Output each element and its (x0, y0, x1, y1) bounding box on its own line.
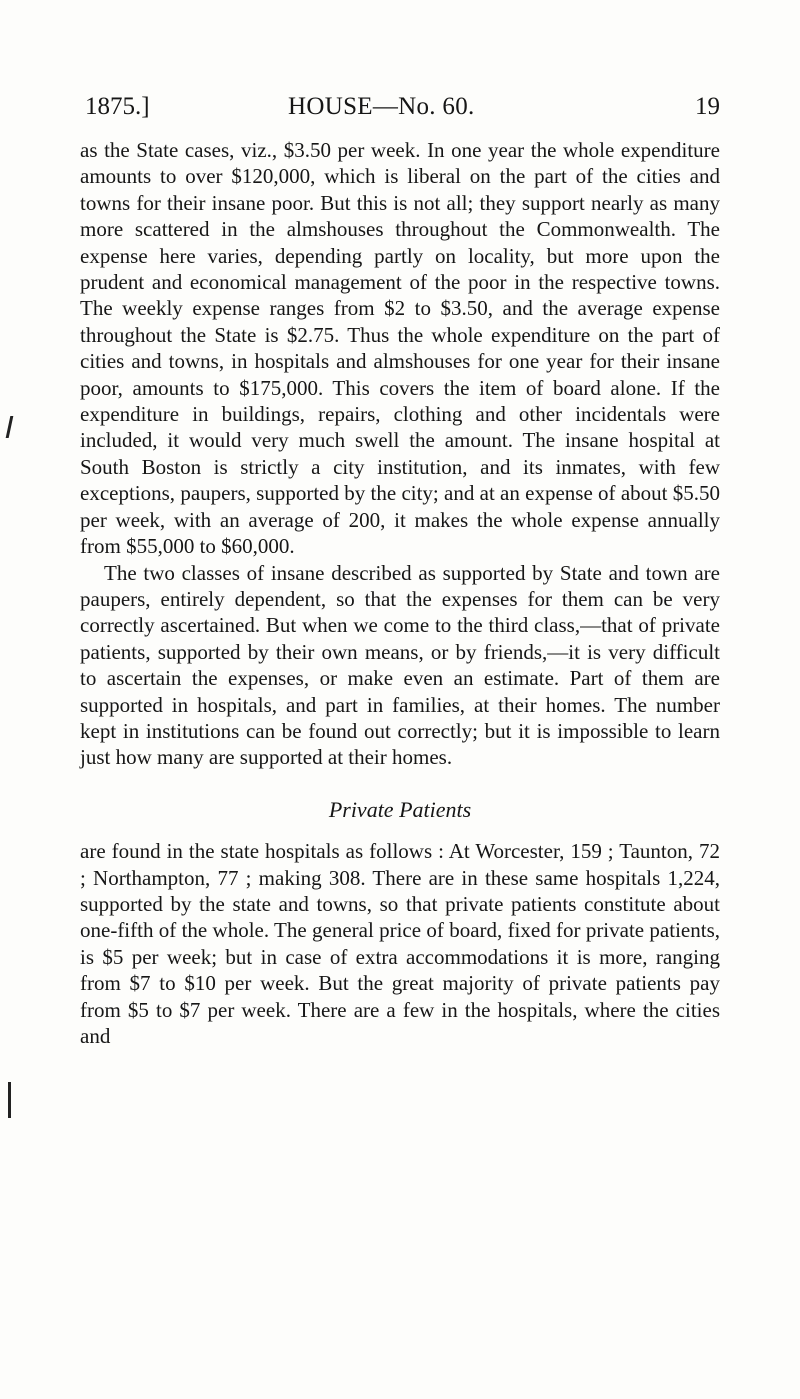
margin-mark-lower (8, 1082, 11, 1118)
paragraph-3: are found in the state hospitals as follows : At Worcester, 159 ; Taunton, 72 ; Northampton, 77 ; making 308. There are in these same hospitals 1,224, supported by the state and towns, so that private patients constitute about one-fifth of the whole. The general price of board, fixed for private patients, is $5 per week; but in case of extra accommodations it is more, ranging from $7 to $10 per week. But the great majority of private patients pay from $5 to $7 per week. There are a few in the hospitals, where the cities and (80, 839, 720, 1048)
running-header (80, 92, 720, 122)
body-text (80, 137, 720, 1049)
paragraph-1: as the State cases, viz., $3.50 per week. In one year the whole expenditure amounts to over $120,000, which is liberal on the part of the cities and towns for their insane poor. But this is not all; they support nearly as many more scattered in the almshouses throughout the Commonwealth. The expense here varies, depending partly on locality, but more upon the prudent and economical management of the poor in the respective towns. The weekly expense ranges from $2 to $3.50, and the average expense throughout the State is $2.75. Thus the whole expenditure on the part of cities and towns, in hospitals and almshouses for one year for their insane poor, amounts to $175,000. This covers the item of board alone. If the expenditure in buildings, repairs, clothing and other incidentals were included, it would very much swell the amount. The insane hospital at South Boston is strictly a city institution, and its inmates, with few exceptions, paupers, supported by the city; and at an expense of about $5.50 per week, with an average of 200, it makes the whole expense annually from $55,000 to $60,000. (80, 138, 720, 559)
page-number: 19 (695, 93, 720, 120)
header-title: HOUSE—No. 60. (288, 93, 475, 120)
header-year: 1875.] (85, 93, 150, 120)
section-subheading: Private Patients (328, 796, 472, 822)
paragraph-2: The two classes of insane described as supported by State and town are paupers, entirely dependent, so that the expenses for them can be very correctly ascertained. But when we come to the third class,—that of private patients, supported by their own means, or by friends,—it is very difficult to ascertain the expenses, or make even an estimate. Part of them are supported in hospitals, and part in families, at their homes. The number kept in institutions can be found out correctly; but it is impossible to learn just how many are supported at their homes. (80, 560, 720, 770)
margin-mark-upper (6, 416, 14, 438)
